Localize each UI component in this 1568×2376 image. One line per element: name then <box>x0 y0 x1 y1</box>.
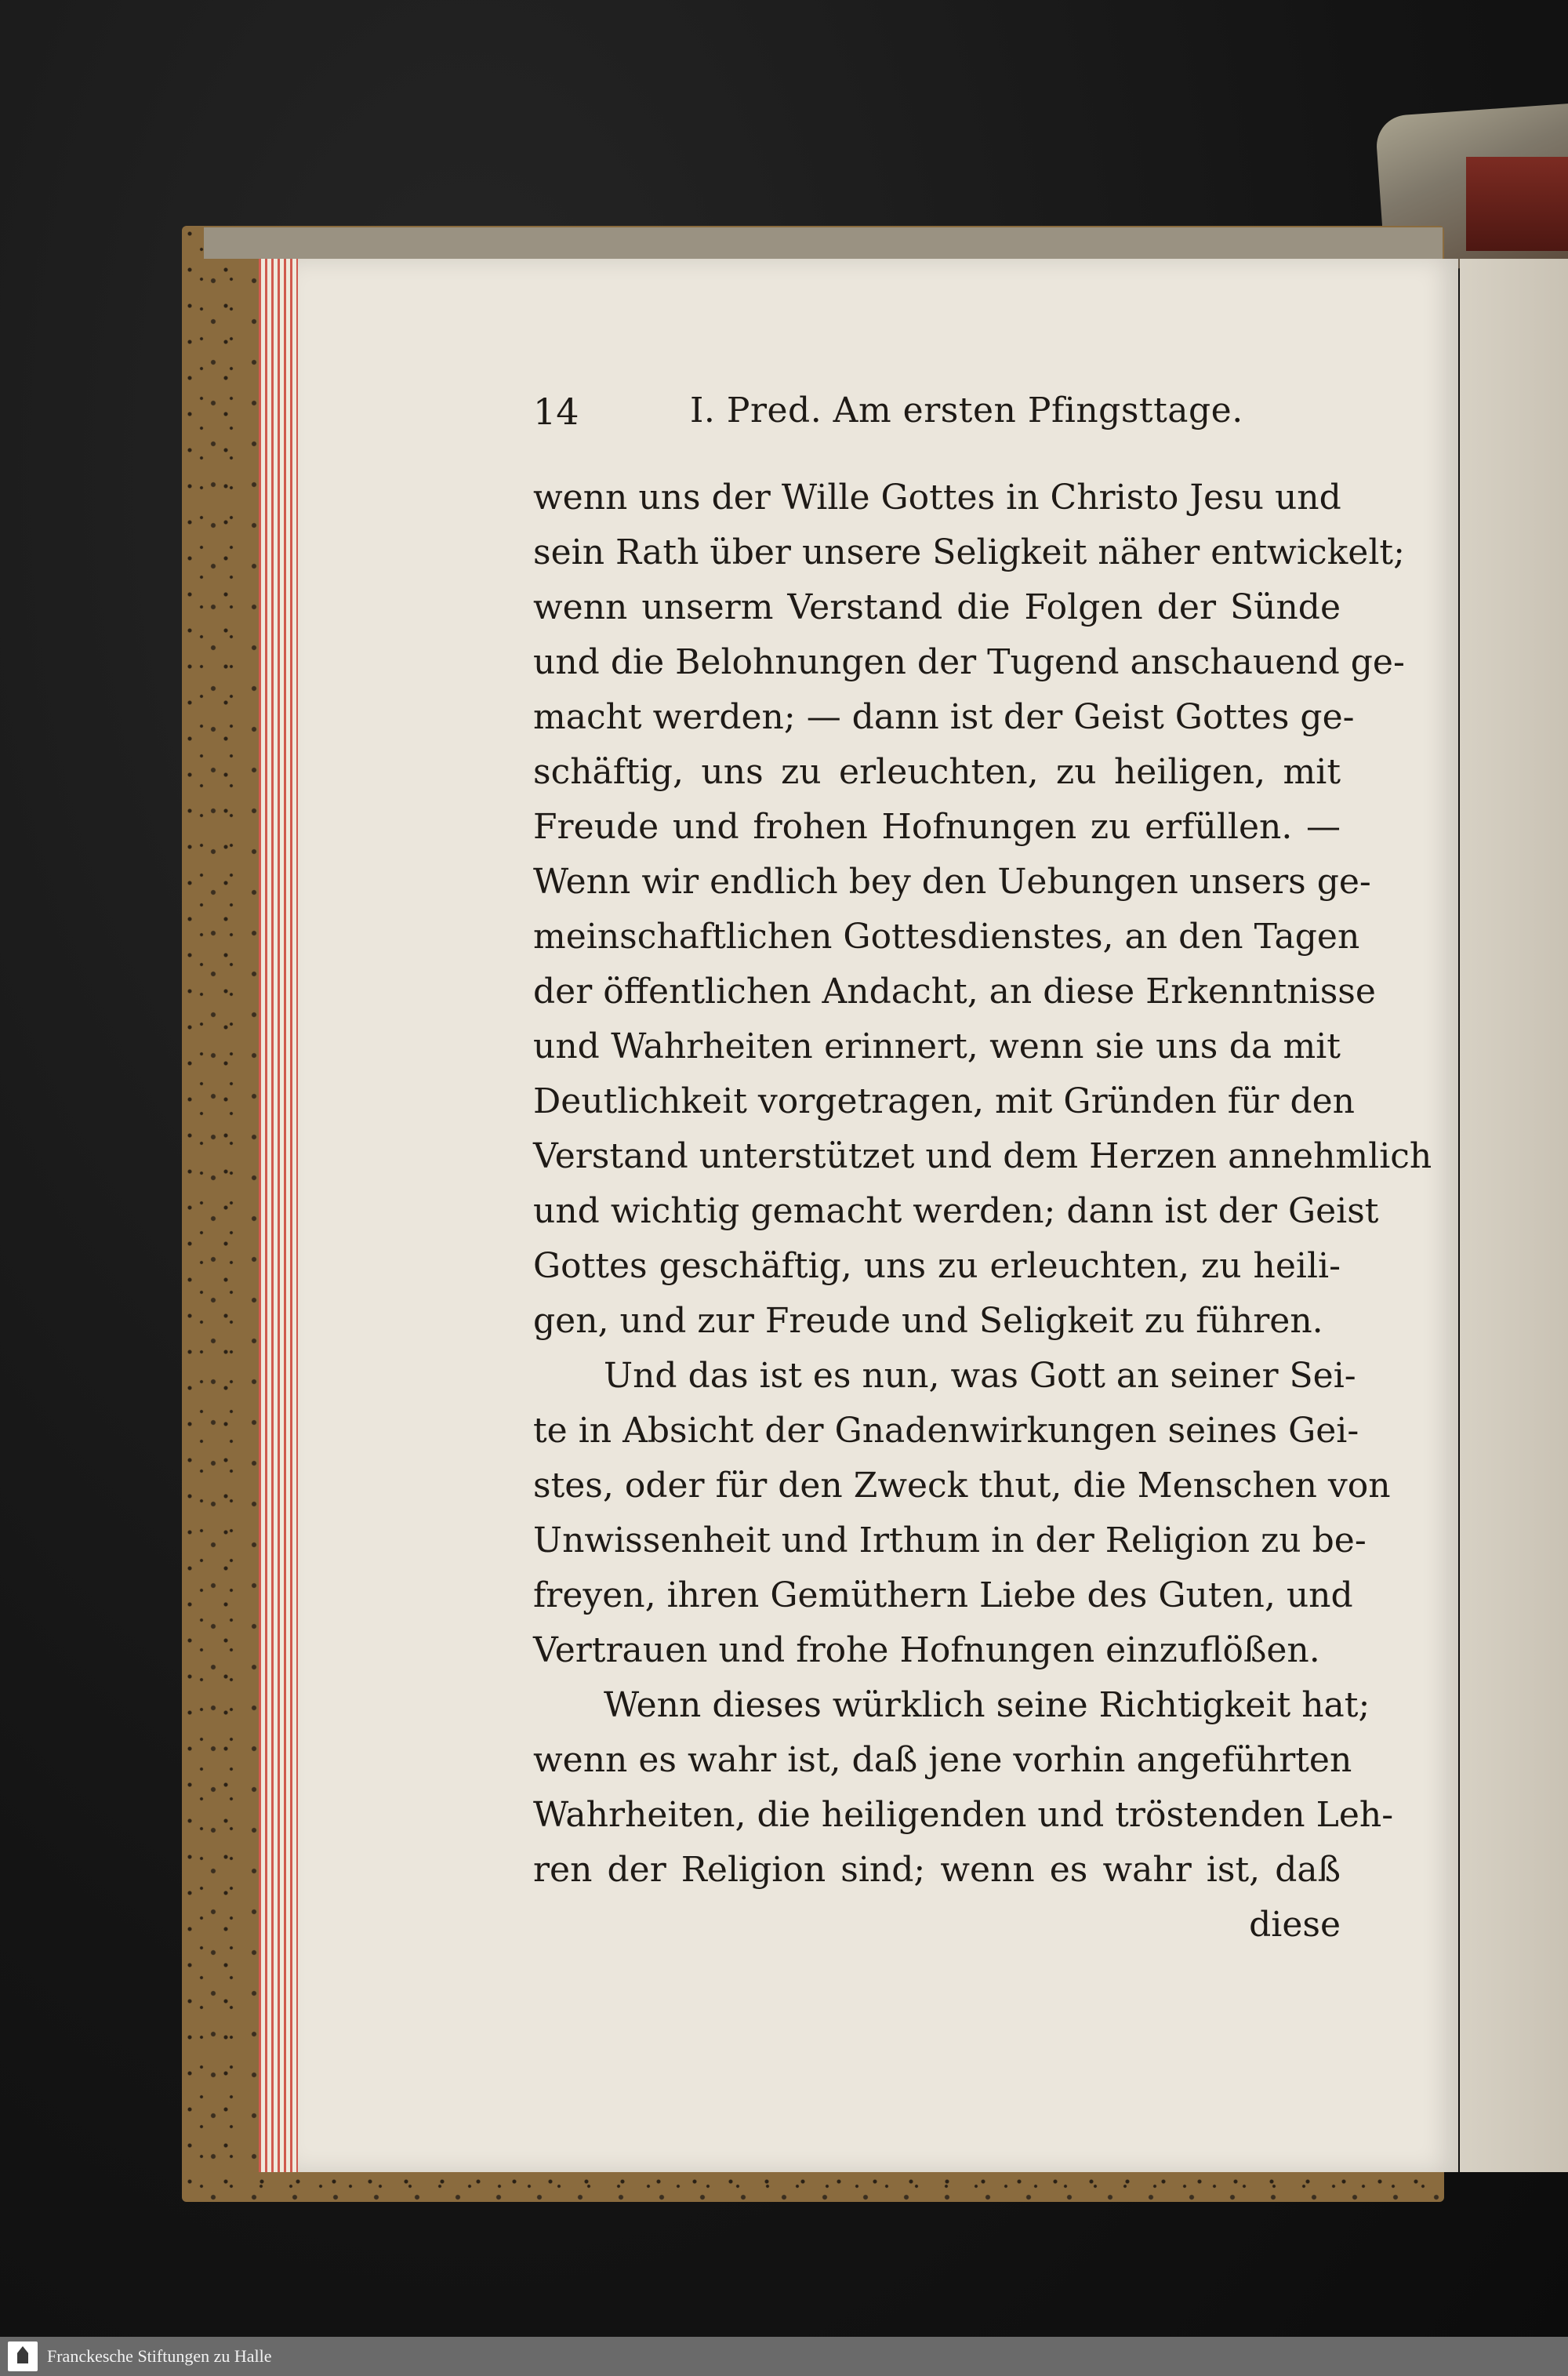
text-line: Freude und frohen Hofnungen zu erfüllen. — <box>533 807 1341 847</box>
paragraph-start-line: Wenn dieses würklich seine Richtigkeit hat; <box>604 1685 1370 1725</box>
text-line: Wahrheiten, die heiligenden und tröstenden Leh- <box>533 1795 1394 1835</box>
running-title: I. Pred. Am ersten Pfingsttage. <box>690 391 1243 431</box>
running-header <box>533 391 1364 445</box>
text-line: sein Rath über unsere Seligkeit näher entwickelt; <box>533 532 1405 572</box>
text-line: gen, und zur Freude und Seligkeit zu führen. <box>533 1301 1323 1341</box>
text-line: schäftig, uns zu erleuchten, zu heiligen, mit <box>533 752 1341 792</box>
paragraph-start-line: Und das ist es nun, was Gott an seiner Sei- <box>604 1356 1356 1396</box>
text-line: und Wahrheiten erinnert, wenn sie uns da mit <box>533 1026 1341 1066</box>
text-line: und die Belohnungen der Tugend anschauend ge- <box>533 642 1405 682</box>
text-line: Unwissenheit und Irthum in der Religion zu be- <box>533 1520 1367 1560</box>
text-line: ren der Religion sind; wenn es wahr ist, daß <box>533 1850 1341 1890</box>
text-line: wenn unserm Verstand die Folgen der Sünde <box>533 587 1341 627</box>
next-page-edge <box>1460 259 1568 2172</box>
text-line: meinschaftlichen Gottesdienstes, an den Tagen <box>533 917 1360 957</box>
text-line: stes, oder für den Zweck thut, die Menschen von <box>533 1466 1391 1506</box>
text-line: Verstand unterstützet und dem Herzen annehmlich <box>533 1136 1432 1176</box>
background-book-spine <box>1466 157 1568 251</box>
text-line: Deutlichkeit vorgetragen, mit Gründen für den <box>533 1081 1355 1121</box>
text-line: Wenn wir endlich bey den Uebungen unsers ge- <box>533 862 1371 902</box>
footer-bar <box>0 2337 1568 2376</box>
catchword: diese <box>1249 1905 1341 1945</box>
text-line: Gottes geschäftig, uns zu erleuchten, zu heili- <box>533 1246 1341 1286</box>
text-line: wenn uns der Wille Gottes in Christo Jesu und <box>533 478 1341 518</box>
footer-institution: Franckesche Stiftungen zu Halle <box>47 2346 272 2366</box>
text-line: te in Absicht der Gnadenwirkungen seines Gei- <box>533 1411 1359 1451</box>
text-line: macht werden; — dann ist der Geist Gottes ge- <box>533 697 1355 737</box>
body-text <box>533 470 1432 1953</box>
text-line: wenn es wahr ist, daß jene vorhin angeführten <box>533 1740 1352 1780</box>
text-line: und wichtig gemacht werden; dann ist der Geist <box>533 1191 1379 1231</box>
text-line: Vertrauen und frohe Hofnungen einzuflößen. <box>533 1630 1320 1670</box>
text-line: freyen, ihren Gemüthern Liebe des Guten, und <box>533 1575 1353 1615</box>
franckesche-logo-icon <box>8 2341 38 2371</box>
page-number: 14 <box>533 391 579 433</box>
cover-top-edge <box>204 227 1443 259</box>
text-line: der öffentlichen Andacht, an diese Erkenntnisse <box>533 972 1376 1012</box>
